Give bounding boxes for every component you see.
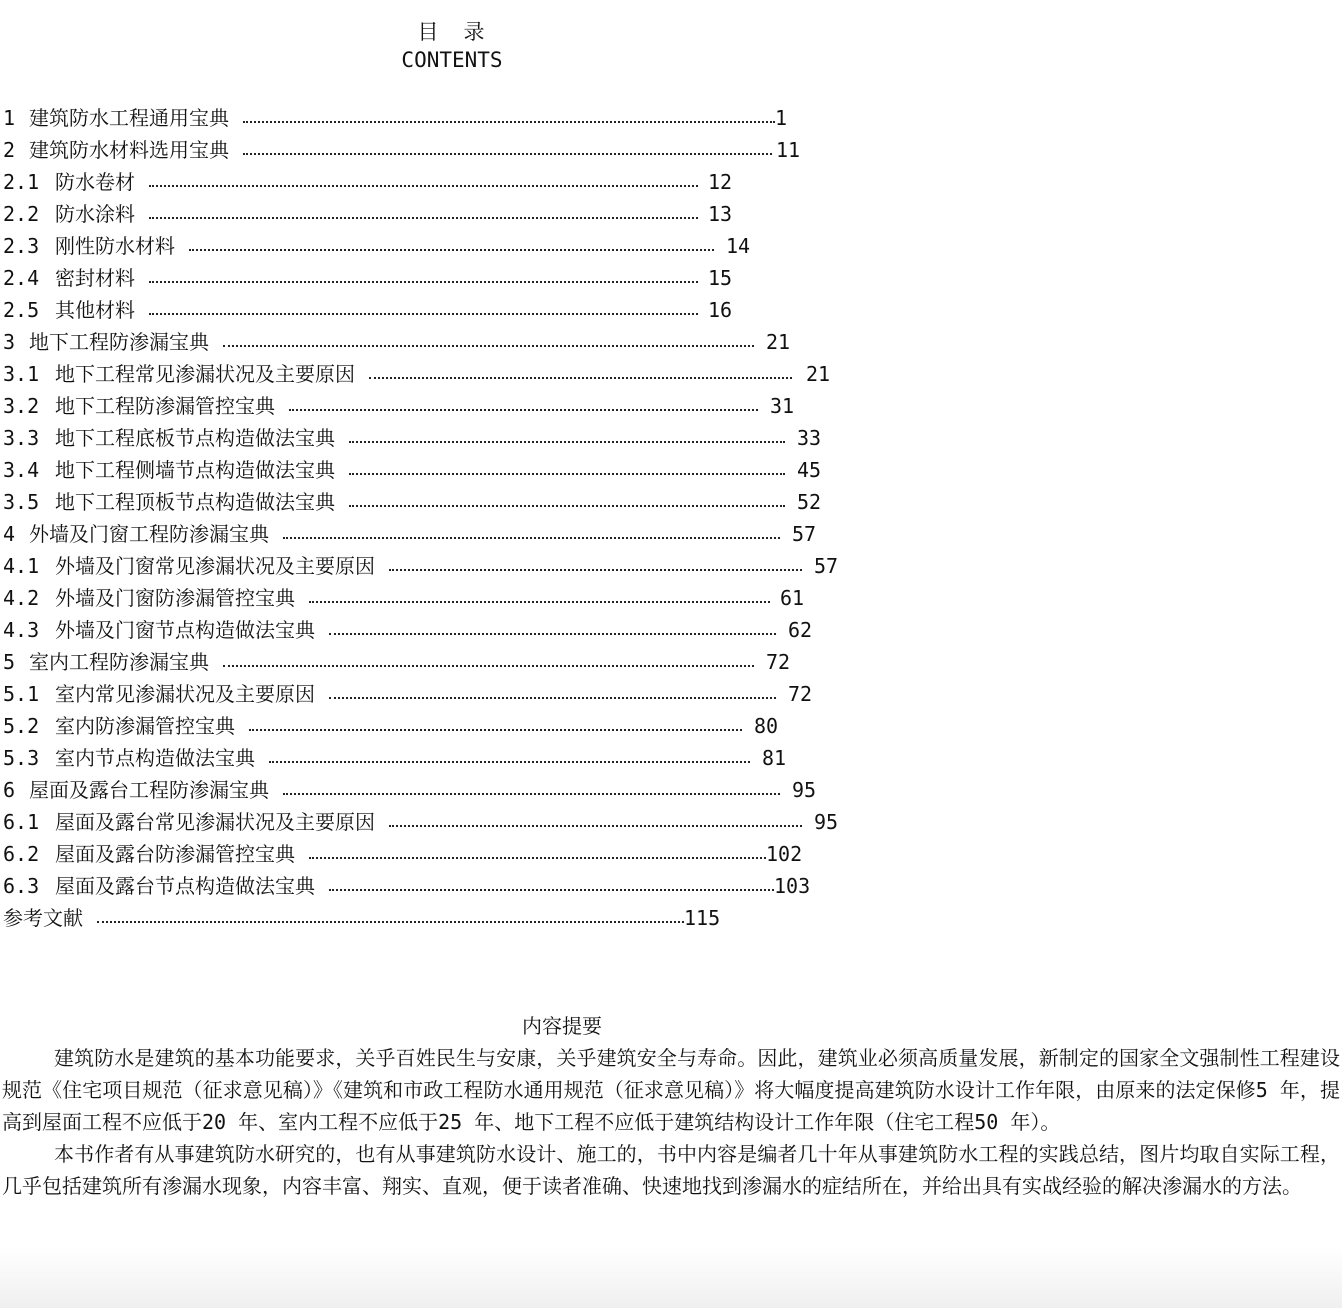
- toc-dot-leader: [309, 601, 770, 603]
- toc-entry-label: 地下工程防渗漏管控宝典: [55, 394, 275, 418]
- summary-paragraph: 建筑防水是建筑的基本功能要求，关乎百姓民生与安康，关乎建筑安全与寿命。因此，建筑业必须高质量发展，新制定的国家全文强制性工程建设规范《住宅项目规范（征求意见稿）》《建筑和市政工程防水通用规范（征求意见稿）》将大幅度提高建筑防水设计工作年限，由原来的法定保修5 年，提高到屋面工程不应低于20 年、室内工程不应低于25 年、地下工程不应低于建筑结构设计工作年限（住宅工程50 年）。: [2, 1046, 1340, 1134]
- toc-entry: [3, 582, 903, 614]
- toc-entry-number: 5: [3, 650, 16, 674]
- toc-entry: [3, 774, 903, 806]
- toc-entry-number: 2: [3, 138, 16, 162]
- toc-entry: [3, 902, 903, 934]
- toc-entry-number: 5.2: [3, 714, 40, 738]
- toc-entry: [3, 710, 903, 742]
- toc-entry-page: 115: [684, 906, 721, 930]
- toc-entry-number: 6.1: [3, 810, 40, 834]
- toc-entry: [3, 262, 903, 294]
- toc-entry-label: 参考文献: [3, 906, 83, 930]
- toc-entry-label: 屋面及露台节点构造做法宝典: [55, 874, 315, 898]
- summary-paragraph: 本书作者有从事建筑防水研究的，也有从事建筑防水设计、施工的，书中内容是编者几十年从事建筑防水工程的实践总结，图片均取自实际工程，几乎包括建筑所有渗漏水现象，内容丰富、翔实、直观，便于读者准确、快速地找到渗漏水的症结所在，并给出具有实战经验的解决渗漏水的方法。: [2, 1142, 1340, 1198]
- toc-entry-label: 地下工程常见渗漏状况及主要原因: [55, 362, 355, 386]
- toc-entry-page: 62: [788, 618, 813, 642]
- toc-entry-page: 21: [766, 330, 791, 354]
- toc-entry: [3, 326, 903, 358]
- toc-entry-number: 6: [3, 778, 16, 802]
- toc-dot-leader: [309, 857, 766, 859]
- toc-entry-label: 外墙及门窗防渗漏管控宝典: [55, 586, 295, 610]
- toc-entry: [3, 742, 903, 774]
- toc-entry-page: 16: [708, 298, 733, 322]
- toc-entry-label: 地下工程防渗漏宝典: [29, 330, 209, 354]
- toc-dot-leader: [349, 441, 785, 443]
- toc-entry-number: 2.3: [3, 234, 40, 258]
- toc-entry-number: 3.3: [3, 426, 40, 450]
- toc-entry-page: 14: [726, 234, 751, 258]
- toc-entry-number: 6.3: [3, 874, 40, 898]
- toc-entry-label: 室内工程防渗漏宝典: [29, 650, 209, 674]
- toc-entry-number: 2.4: [3, 266, 40, 290]
- toc-entry-label: 外墙及门窗节点构造做法宝典: [55, 618, 315, 642]
- toc-entry-number: 2.2: [3, 202, 40, 226]
- toc-entry-number: 5.1: [3, 682, 40, 706]
- toc-entry: [3, 294, 903, 326]
- toc-entry-label: 屋面及露台工程防渗漏宝典: [29, 778, 269, 802]
- toc-entry-number: 2.5: [3, 298, 40, 322]
- toc-dot-leader: [149, 281, 698, 283]
- toc-entry-page: 21: [806, 362, 831, 386]
- toc-entry: [3, 390, 903, 422]
- toc-entry: [3, 646, 903, 678]
- toc-dot-leader: [97, 921, 684, 923]
- toc-entry-page: 33: [797, 426, 822, 450]
- toc-entry-label: 刚性防水材料: [55, 234, 175, 258]
- toc-entry: [3, 614, 903, 646]
- toc-entry-label: 防水涂料: [55, 202, 135, 226]
- toc-entry-label: 其他材料: [55, 298, 135, 322]
- toc-entry-page: 103: [774, 874, 811, 898]
- toc-entry-page: 61: [780, 586, 805, 610]
- toc-dot-leader: [149, 313, 698, 315]
- toc-entry-page: 72: [766, 650, 791, 674]
- toc-entry-label: 防水卷材: [55, 170, 135, 194]
- toc-entry-number: 4: [3, 522, 16, 546]
- toc-entry-page: 57: [814, 554, 839, 578]
- toc-dot-leader: [223, 345, 754, 347]
- summary-body: [2, 1042, 1340, 1202]
- toc-entry-number: 2.1: [3, 170, 40, 194]
- toc-dot-leader: [189, 249, 714, 251]
- toc-entry-page: 31: [770, 394, 795, 418]
- toc-dot-leader: [243, 121, 775, 123]
- toc-entry-label: 屋面及露台防渗漏管控宝典: [55, 842, 295, 866]
- toc-entry: [3, 806, 903, 838]
- toc-entry-number: 3.5: [3, 490, 40, 514]
- toc-entry-page: 81: [762, 746, 787, 770]
- toc-title-en: CONTENTS: [401, 48, 503, 72]
- toc-entry-number: 4.2: [3, 586, 40, 610]
- toc-entry-label: 外墙及门窗工程防渗漏宝典: [29, 522, 269, 546]
- toc-entry: [3, 166, 903, 198]
- toc-entry-number: 6.2: [3, 842, 40, 866]
- toc-entry-page: 95: [792, 778, 817, 802]
- toc-dot-leader: [289, 409, 758, 411]
- toc-entry-number: 3.2: [3, 394, 40, 418]
- toc-entry-page: 80: [754, 714, 779, 738]
- toc-entry-label: 室内常见渗漏状况及主要原因: [55, 682, 315, 706]
- toc-entry: [3, 134, 903, 166]
- toc-entry-label: 密封材料: [55, 266, 135, 290]
- toc-entry-page: 11: [776, 138, 801, 162]
- toc-dot-leader: [249, 729, 742, 731]
- toc-entry: [3, 550, 903, 582]
- toc-entry-label: 室内节点构造做法宝典: [55, 746, 255, 770]
- toc-entry-label: 室内防渗漏管控宝典: [55, 714, 235, 738]
- toc-entry-page: 102: [766, 842, 803, 866]
- toc-entry-label: 建筑防水材料选用宝典: [29, 138, 229, 162]
- toc-entry-label: 地下工程底板节点构造做法宝典: [55, 426, 335, 450]
- toc-entry-label: 建筑防水工程通用宝典: [29, 106, 229, 130]
- toc-entry-page: 95: [814, 810, 839, 834]
- toc-dot-leader: [283, 793, 780, 795]
- toc-entry: [3, 230, 903, 262]
- toc-entry-number: 1: [3, 106, 16, 130]
- toc-dot-leader: [269, 761, 750, 763]
- toc-dot-leader: [329, 633, 776, 635]
- toc-title-cn: 目 录: [417, 20, 487, 44]
- toc-entry-page: 15: [708, 266, 733, 290]
- toc-entry: [3, 518, 903, 550]
- toc-dot-leader: [389, 569, 802, 571]
- toc-entry-label: 地下工程顶板节点构造做法宝典: [55, 490, 335, 514]
- toc-entry-number: 4.1: [3, 554, 40, 578]
- toc-entry-page: 12: [708, 170, 733, 194]
- toc-entry: [3, 870, 903, 902]
- toc-entry: [3, 358, 903, 390]
- table-of-contents: [3, 102, 903, 934]
- toc-entry-page: 72: [788, 682, 813, 706]
- summary-title: 内容提要: [522, 1014, 602, 1038]
- toc-entry-page: 1: [775, 106, 788, 130]
- toc-dot-leader: [329, 697, 776, 699]
- toc-dot-leader: [149, 217, 698, 219]
- page-bottom-shadow: [0, 1248, 1342, 1308]
- toc-entry-page: 52: [797, 490, 822, 514]
- toc-dot-leader: [223, 665, 754, 667]
- toc-entry-label: 屋面及露台常见渗漏状况及主要原因: [55, 810, 375, 834]
- toc-entry: [3, 422, 903, 454]
- toc-dot-leader: [349, 505, 785, 507]
- toc-dot-leader: [283, 537, 780, 539]
- toc-entry-number: 3.4: [3, 458, 40, 482]
- toc-dot-leader: [349, 473, 785, 475]
- toc-entry: [3, 678, 903, 710]
- toc-dot-leader: [149, 185, 698, 187]
- toc-entry: [3, 454, 903, 486]
- toc-entry-number: 3: [3, 330, 16, 354]
- toc-entry-number: 5.3: [3, 746, 40, 770]
- toc-entry-number: 4.3: [3, 618, 40, 642]
- toc-dot-leader: [389, 825, 802, 827]
- toc-entry-page: 45: [797, 458, 822, 482]
- toc-entry: [3, 838, 903, 870]
- toc-entry: [3, 198, 903, 230]
- toc-entry-number: 3.1: [3, 362, 40, 386]
- toc-entry: [3, 102, 903, 134]
- toc-dot-leader: [243, 153, 772, 155]
- toc-entry-page: 13: [708, 202, 733, 226]
- toc-entry-label: 地下工程侧墙节点构造做法宝典: [55, 458, 335, 482]
- toc-dot-leader: [329, 889, 774, 891]
- toc-entry: [3, 486, 903, 518]
- toc-entry-page: 57: [792, 522, 817, 546]
- toc-entry-label: 外墙及门窗常见渗漏状况及主要原因: [55, 554, 375, 578]
- toc-dot-leader: [369, 377, 792, 379]
